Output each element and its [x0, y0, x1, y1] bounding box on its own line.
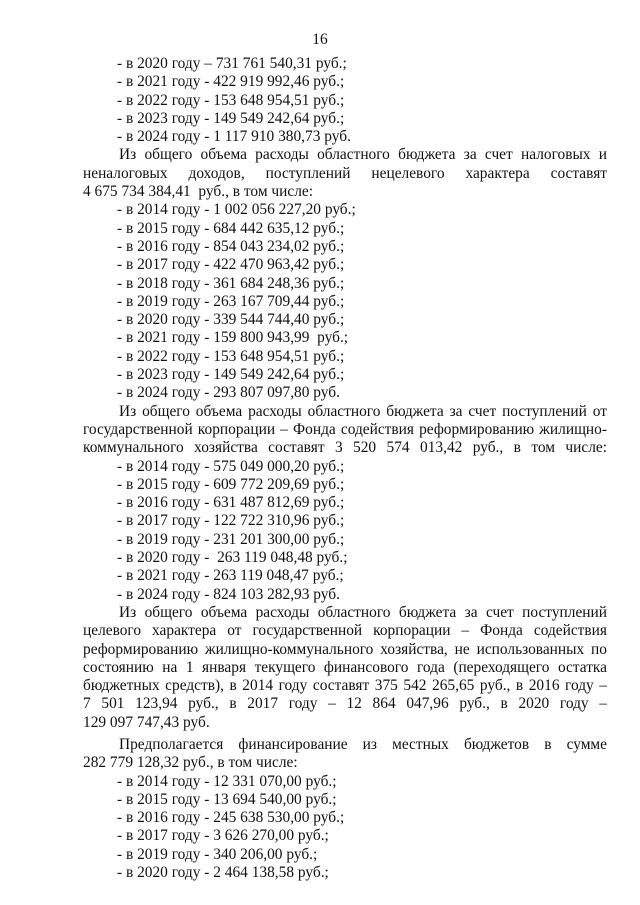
paragraph-line: состоянию на 1 января текущего финансового года (переходящего остатка [83, 658, 607, 676]
list-item: - в 2022 году - 153 648 954,51 руб.; [117, 347, 345, 365]
list-item: - в 2019 году - 231 201 300,00 руб.; [117, 530, 345, 548]
paragraph-line: 4 675 734 384,41 руб., в том числе: [83, 183, 314, 201]
paragraph-line: 7 501 123,94 руб., в 2017 году – 12 864 047,96 руб., в 2020 году – [83, 695, 607, 713]
list-item: - в 2015 году - 684 442 635,12 руб.; [117, 219, 345, 237]
list-item: - в 2024 году - 1 117 910 380,73 руб. [117, 128, 351, 146]
list-tax-revenue-by-year [83, 201, 607, 402]
paragraph-line: бюджетных средств), в 2014 году составят 375 542 265,65 руб., в 2016 году – [83, 677, 607, 695]
list-item: - в 2016 году - 245 638 530,00 руб.; [117, 809, 345, 827]
list-item: - в 2023 году - 149 549 242,64 руб.; [117, 366, 345, 384]
list-item: - в 2021 году - 159 800 943,99 руб.; [117, 329, 349, 347]
list-item: - в 2020 году - 2 464 138,58 руб.; [117, 864, 329, 882]
list-item: - в 2016 году - 631 487 812,69 руб.; [117, 494, 345, 512]
list-item: - в 2019 году - 263 167 709,44 руб.; [117, 292, 345, 310]
paragraph-line: неналоговых доходов, поступлений нецелевого характера составят [83, 164, 607, 182]
document-body [83, 55, 607, 882]
list-item: - в 2022 году - 153 648 954,51 руб.; [117, 91, 345, 109]
list-item: - в 2020 году - 263 119 048,48 руб.; [117, 549, 348, 567]
list-item: - в 2017 году - 122 722 310,96 руб.; [117, 512, 345, 530]
paragraph-line: Из общего объема расходы областного бюджета за счет поступлений [119, 603, 607, 621]
list-item: - в 2024 году - 293 807 097,80 руб. [117, 384, 340, 402]
list-item: - в 2021 году - 422 919 992,46 руб.; [117, 73, 345, 91]
paragraph-line: 129 097 747,43 руб. [83, 713, 210, 731]
list-item: - в 2024 году - 824 103 282,93 руб. [117, 585, 340, 603]
list-item: - в 2018 году - 361 684 248,36 руб.; [117, 274, 345, 292]
paragraph-local-budgets [83, 736, 607, 773]
paragraph-unused-balance [83, 604, 607, 732]
paragraph-line: Из общего объема расходы областного бюджета за счет налоговых и [119, 146, 607, 164]
list-2020-2024 [83, 55, 607, 146]
paragraph-housing-fund [83, 403, 607, 458]
list-item: - в 2019 году - 340 206,00 руб.; [117, 845, 318, 863]
list-item: - в 2015 году - 609 772 209,69 руб.; [117, 475, 345, 493]
list-item: - в 2016 году - 854 043 234,02 руб.; [117, 237, 345, 255]
paragraph-line: коммунального хозяйства составят 3 520 574 013,42 руб., в том числе: [83, 439, 607, 457]
list-item: - в 2020 году – 731 761 540,31 руб.; [117, 55, 347, 72]
paragraph-line: Предполагается финансирование из местных бюджетов в сумме [119, 735, 607, 753]
paragraph-line: целевого характера от государственной корпорации – Фонда содействия [83, 622, 607, 640]
paragraph-line: Из общего объема расходы областного бюджета за счет поступлений от [119, 402, 607, 420]
page-number: 16 [312, 31, 328, 48]
list-item: - в 2021 году - 263 119 048,47 руб.; [117, 567, 344, 585]
list-item: - в 2014 году - 575 049 000,20 руб.; [117, 457, 345, 475]
list-item: - в 2017 году - 422 470 963,42 руб.; [117, 256, 345, 274]
list-item: - в 2014 году - 12 331 070,00 руб.; [117, 772, 337, 790]
paragraph-line: 282 779 128,32 руб., в том числе: [83, 754, 298, 772]
list-item: - в 2014 году - 1 002 056 227,20 руб.; [117, 201, 356, 219]
list-item: - в 2023 году - 149 549 242,64 руб.; [117, 109, 345, 127]
list-item: - в 2017 году - 3 626 270,00 руб.; [117, 827, 329, 845]
paragraph-line: государственной корпорации – Фонда содействия реформированию жилищно- [83, 420, 607, 438]
list-local-budgets-by-year [83, 773, 607, 883]
list-item: - в 2015 году - 13 694 540,00 руб.; [117, 790, 337, 808]
paragraph-tax-revenue [83, 146, 607, 201]
paragraph-line: реформированию жилищно-коммунального хозяйства, не использованных по [83, 640, 607, 658]
list-item: - в 2020 году - 339 544 744,40 руб.; [117, 311, 345, 329]
list-housing-fund-by-year [83, 458, 607, 604]
